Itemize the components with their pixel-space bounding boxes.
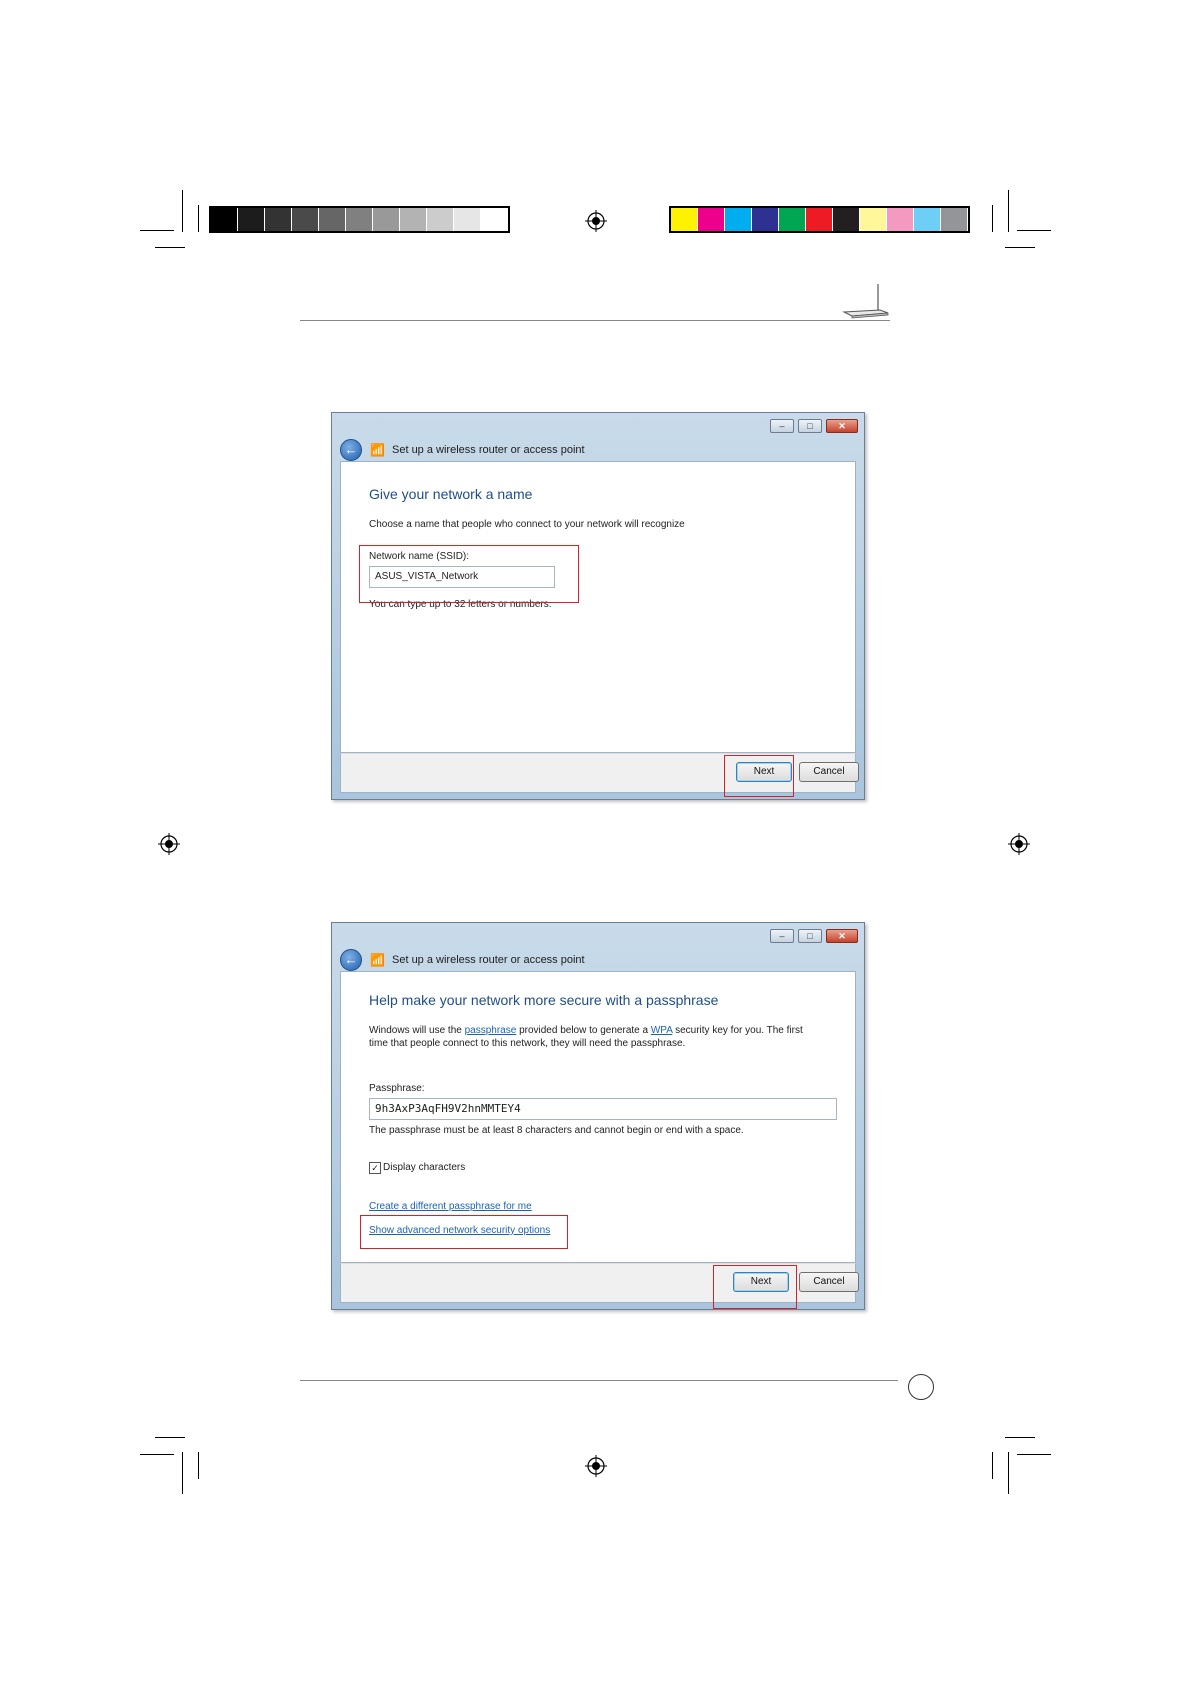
advanced-link-highlight-box bbox=[360, 1215, 568, 1249]
color-swatch bbox=[481, 208, 508, 231]
registration-mark-icon bbox=[585, 1455, 607, 1477]
navigation-bar bbox=[340, 949, 585, 971]
color-swatch bbox=[292, 208, 319, 231]
router-icon bbox=[840, 282, 892, 322]
next-highlight-box bbox=[713, 1265, 797, 1309]
color-swatch bbox=[346, 208, 373, 231]
intro-text-part: provided below to generate a bbox=[516, 1025, 651, 1036]
minimize-button[interactable]: – bbox=[770, 929, 794, 943]
color-swatch bbox=[725, 208, 752, 231]
navigation-bar bbox=[340, 439, 585, 461]
create-passphrase-link[interactable]: Create a different passphrase for me bbox=[369, 1201, 532, 1212]
intro-text bbox=[369, 1024, 803, 1037]
intro-text-line-2: time that people connect to this network, they will need the passphrase. bbox=[369, 1038, 686, 1049]
color-swatch bbox=[941, 208, 968, 231]
wireless-network-icon: 📶 bbox=[370, 443, 385, 457]
ssid-label: Network name (SSID): bbox=[369, 551, 470, 562]
passphrase-input[interactable]: 9h3AxP3AqFH9V2hnMMTEY4 bbox=[369, 1098, 837, 1120]
color-swatch bbox=[427, 208, 454, 231]
display-characters-checkbox[interactable]: ✓ bbox=[369, 1162, 381, 1174]
color-swatch bbox=[914, 208, 941, 231]
passphrase-help-link[interactable]: passphrase bbox=[464, 1025, 517, 1036]
passphrase-hint: The passphrase must be at least 8 characters and cannot begin or end with a space. bbox=[369, 1125, 744, 1136]
color-swatch bbox=[860, 208, 887, 231]
color-swatch bbox=[752, 208, 779, 231]
color-swatch bbox=[319, 208, 346, 231]
maximize-button[interactable]: □ bbox=[798, 929, 822, 943]
grayscale-calibration-bar bbox=[209, 206, 510, 233]
ssid-input[interactable]: ASUS_VISTA_Network bbox=[369, 566, 555, 588]
display-characters-label: Display characters bbox=[383, 1162, 466, 1173]
window-controls bbox=[770, 929, 858, 943]
registration-mark-icon bbox=[1008, 833, 1030, 855]
next-highlight-box bbox=[724, 755, 794, 797]
wizard-window-passphrase bbox=[331, 922, 865, 1310]
color-swatch bbox=[373, 208, 400, 231]
registration-mark-icon bbox=[158, 833, 180, 855]
color-swatch bbox=[454, 208, 481, 231]
intro-text-part: Windows will use the bbox=[369, 1025, 465, 1036]
page-number-circle bbox=[908, 1374, 934, 1400]
color-swatch bbox=[238, 208, 265, 231]
ssid-hint: You can type up to 32 letters or numbers. bbox=[369, 599, 552, 610]
ssid-highlight-box bbox=[359, 545, 579, 603]
registration-mark-icon bbox=[585, 210, 607, 232]
close-button[interactable]: ✕ bbox=[826, 419, 858, 433]
color-calibration-bar bbox=[669, 206, 970, 233]
wireless-network-icon: 📶 bbox=[370, 953, 385, 967]
footer-rule bbox=[300, 1380, 898, 1381]
minimize-button[interactable]: – bbox=[770, 419, 794, 433]
header-rule bbox=[300, 320, 890, 321]
next-button[interactable]: Next bbox=[736, 762, 792, 782]
maximize-button[interactable]: □ bbox=[798, 419, 822, 433]
instruction-text: Choose a name that people who connect to your network will recognize bbox=[369, 519, 685, 530]
window-controls bbox=[770, 419, 858, 433]
intro-text-part: security key for you. The first bbox=[672, 1025, 803, 1036]
color-swatch bbox=[779, 208, 806, 231]
page-heading: Help make your network more secure with a passphrase bbox=[369, 992, 719, 1008]
color-swatch bbox=[698, 208, 725, 231]
wpa-help-link[interactable]: WPA bbox=[650, 1025, 673, 1036]
content-area bbox=[340, 461, 856, 753]
wizard-window-network-name bbox=[331, 412, 865, 800]
advanced-security-link[interactable]: Show advanced network security options bbox=[369, 1225, 551, 1236]
color-swatch bbox=[671, 208, 698, 231]
cancel-button[interactable]: Cancel bbox=[799, 1272, 859, 1292]
wizard-title: Set up a wireless router or access point bbox=[392, 954, 585, 966]
back-arrow-icon[interactable]: ← bbox=[340, 949, 362, 971]
color-swatch bbox=[833, 208, 860, 231]
wizard-title: Set up a wireless router or access point bbox=[392, 444, 585, 456]
color-swatch bbox=[806, 208, 833, 231]
close-button[interactable]: ✕ bbox=[826, 929, 858, 943]
cancel-button[interactable]: Cancel bbox=[799, 762, 859, 782]
color-swatch bbox=[400, 208, 427, 231]
content-area bbox=[340, 971, 856, 1263]
color-swatch bbox=[887, 208, 914, 231]
passphrase-label: Passphrase: bbox=[369, 1083, 425, 1094]
next-button[interactable]: Next bbox=[733, 1272, 789, 1292]
color-swatch bbox=[211, 208, 238, 231]
page-heading: Give your network a name bbox=[369, 486, 533, 502]
color-swatch bbox=[265, 208, 292, 231]
back-arrow-icon[interactable]: ← bbox=[340, 439, 362, 461]
